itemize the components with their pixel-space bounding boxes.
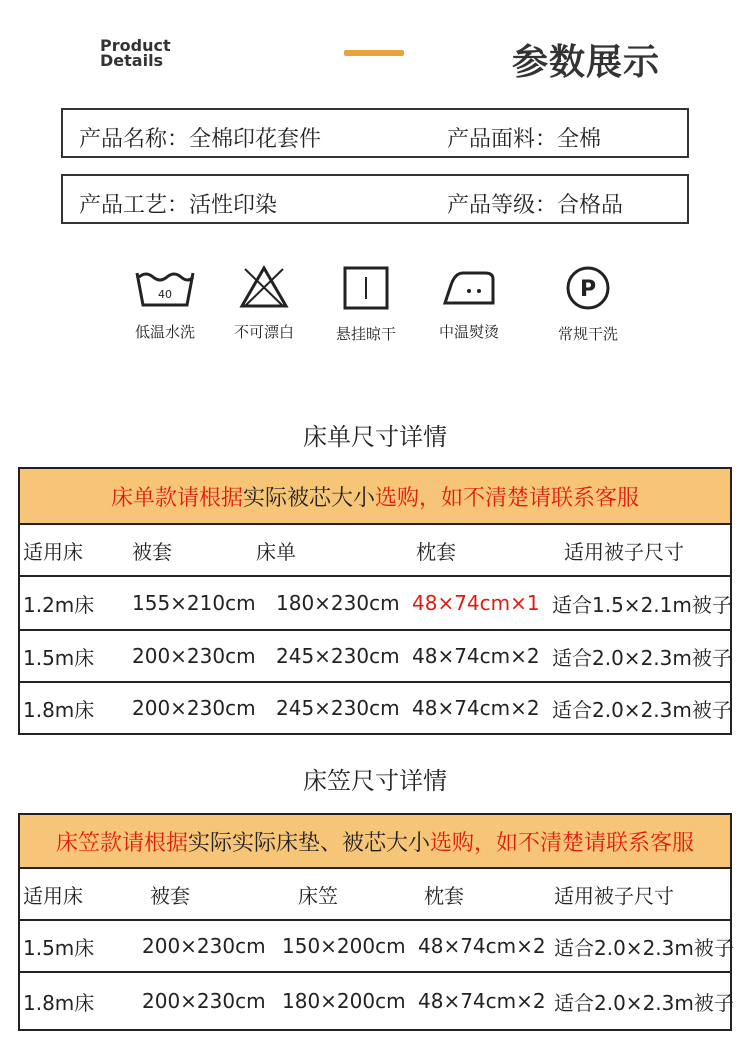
wash-40-icon [135,265,195,309]
product-name-text [79,122,321,153]
header-duvet: 被套 [132,539,172,564]
table-header [20,880,730,909]
cell-pillowcase-highlight: 48×74cm×1 [412,591,540,615]
header-pillowcase: 枕套 [416,539,456,564]
fitted-notice [19,814,731,868]
fitted-size-table [18,813,732,1031]
iron-medium-icon [441,265,497,309]
care-label-no-bleach: 不可漂白 [233,323,294,341]
fitted-notice-red1: 床笠款请根据 [55,830,188,856]
cell-sheet: 180×230cm [276,591,400,615]
table-row [19,972,734,1030]
fitted-section-title: 床笠尺寸详情 [303,767,447,795]
table-row-content [20,589,730,618]
table-header [20,536,730,565]
product-craft-text [79,188,277,219]
product-name-value: 全棉印花套件 [189,127,322,152]
details-word: Details [100,51,164,70]
cell-bed: 1.8m床 [23,697,95,722]
table-row [19,682,731,734]
product-fabric-text [447,122,601,153]
wash-temp: 40 [158,288,172,301]
cell-pillowcase: 48×74cm×2 [418,989,546,1013]
cell-fitted-sheet: 150×200cm [282,934,406,958]
care-hang-dry [316,265,416,344]
cell-duvet: 200×230cm [142,989,266,1013]
care-label-dry-clean: 常规干洗 [557,325,618,343]
hang-dry-icon [342,265,390,311]
sheet-notice [19,468,731,524]
care-label-hang-dry: 悬挂晾干 [335,325,396,343]
dry-clean-p-icon [565,265,611,311]
table-row-content [20,694,730,723]
header-sheet: 床单 [256,539,296,564]
page-title: 参数展示 [512,42,661,83]
cell-sheet: 245×230cm [276,696,400,720]
cell-pillowcase: 48×74cm×2 [412,696,540,720]
cell-pillowcase: 48×74cm×2 [418,934,546,958]
cell-quilt-size: 适合2.0×2.3m被子 [554,935,734,960]
dry-clean-letter: P [579,277,597,302]
product-grade-text [447,188,623,219]
header-bed: 适用床 [23,883,83,908]
care-iron [419,265,519,342]
care-no-bleach [214,265,314,342]
info-row-1 [61,108,689,158]
table-row [19,630,731,682]
cell-bed: 1.2m床 [23,592,95,617]
header-fitted-sheet: 床笠 [298,883,338,908]
header-quilt-size: 适用被子尺寸 [554,883,674,908]
product-word: Product [100,36,171,55]
product-name-label: 产品名称： [79,127,190,152]
table-row [19,576,731,630]
sheet-header-row [19,524,731,576]
sheet-size-table [18,467,732,735]
cell-duvet: 200×230cm [132,696,256,720]
cell-quilt-size: 适合2.0×2.3m被子 [552,697,732,722]
cell-duvet: 200×230cm [132,644,256,668]
fitted-notice-red2: 选购，如不清楚请联系客服 [430,830,695,856]
cell-duvet: 200×230cm [142,934,266,958]
cell-sheet: 245×230cm [276,644,400,668]
cell-bed: 1.5m床 [23,935,95,960]
table-row-content [20,987,734,1016]
product-grade-label: 产品等级： [447,193,558,218]
cell-pillowcase: 48×74cm×2 [412,644,540,668]
cell-bed: 1.8m床 [23,990,95,1015]
product-details-label [100,38,171,68]
care-label-wash: 低温水洗 [134,323,195,341]
table-row-content [20,932,734,961]
care-wash [115,265,215,342]
care-dry-clean [538,265,638,344]
header-bed: 适用床 [23,539,83,564]
table-row-content [20,642,730,671]
accent-divider [344,50,404,56]
header-quilt-size: 适用被子尺寸 [564,539,684,564]
header-pillowcase: 枕套 [424,883,464,908]
product-craft-value: 活性印染 [189,193,278,218]
no-bleach-icon [239,265,289,309]
cell-quilt-size: 适合2.0×2.3m被子 [554,990,734,1015]
product-fabric-value: 全棉 [557,127,602,152]
product-fabric-label: 产品面料： [447,127,558,152]
info-row-2 [61,174,689,224]
sheet-notice-red1: 床单款请根据 [110,485,243,511]
cell-duvet: 155×210cm [132,591,256,615]
cell-bed: 1.5m床 [23,645,95,670]
product-grade-value: 合格品 [557,193,624,218]
care-label-iron: 中温熨烫 [438,323,499,341]
fitted-notice-black: 实际实际床垫、被芯大小 [187,830,430,856]
cell-quilt-size: 适合2.0×2.3m被子 [552,645,732,670]
table-row [19,920,734,972]
cell-fitted-sheet: 180×200cm [282,989,406,1013]
header-duvet: 被套 [150,883,190,908]
fitted-header-row [19,868,731,920]
cell-quilt-size: 适合1.5×2.1m被子 [552,592,732,617]
sheet-notice-red2: 选购，如不清楚请联系客服 [375,485,640,511]
sheet-section-title: 床单尺寸详情 [303,423,447,451]
product-craft-label: 产品工艺： [79,193,190,218]
sheet-notice-black: 实际被芯大小 [242,485,375,511]
